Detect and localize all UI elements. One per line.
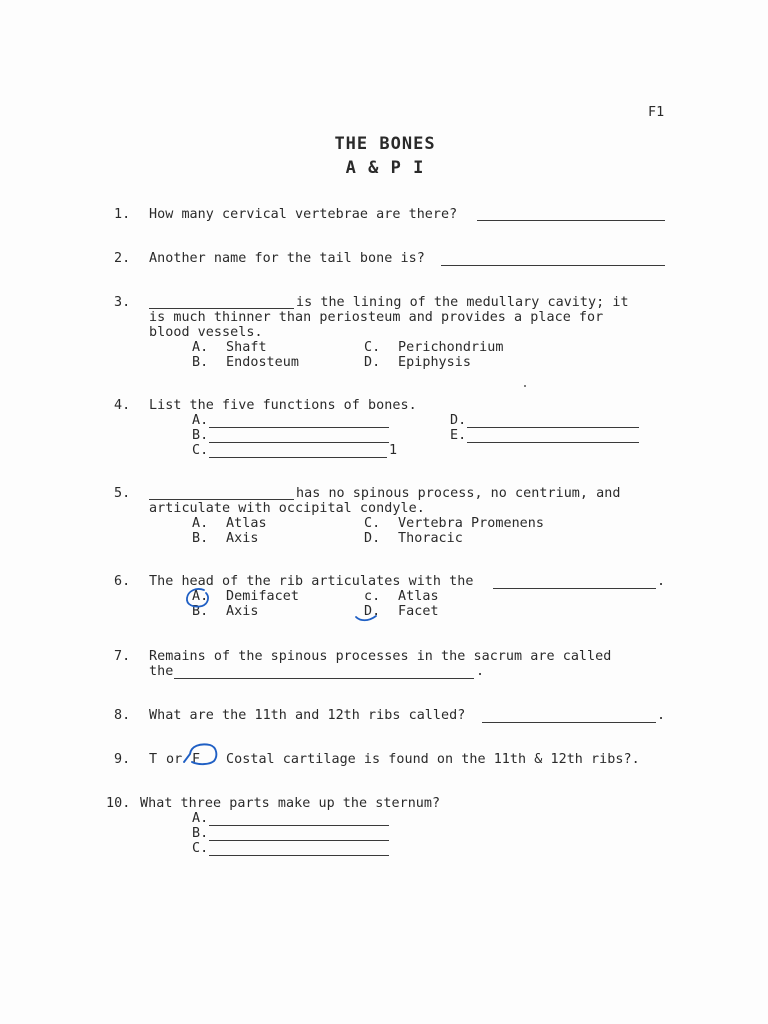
option-letter: D. bbox=[364, 355, 381, 370]
answer-blank[interactable] bbox=[482, 722, 656, 723]
hand-drawn-circle-mark bbox=[178, 740, 220, 770]
option-letter: C. bbox=[364, 340, 381, 355]
blank-letter: A. bbox=[192, 811, 209, 826]
question-text: is much thinner than periosteum and provides a place for bbox=[149, 310, 604, 325]
answer-blank[interactable] bbox=[209, 840, 389, 841]
blank-letter: C. bbox=[192, 841, 209, 856]
blank-letter: C. bbox=[192, 443, 209, 458]
question-text: is the lining of the medullary cavity; it bbox=[296, 295, 629, 310]
stray-dot bbox=[524, 385, 526, 387]
hand-drawn-circle-mark bbox=[184, 586, 214, 610]
answer-blank[interactable] bbox=[174, 678, 474, 679]
question-number: 6. bbox=[114, 574, 131, 589]
option-text: Epiphysis bbox=[398, 355, 472, 370]
question-text: Another name for the tail bone is? bbox=[149, 251, 425, 266]
question-text: Costal cartilage is found on the 11th & 12th ribs?. bbox=[226, 752, 640, 767]
answer-blank[interactable] bbox=[149, 308, 294, 309]
blank-letter: E. bbox=[450, 428, 467, 443]
question-text: The head of the rib articulates with the bbox=[149, 574, 474, 589]
option-text: Thoracic bbox=[398, 531, 463, 546]
or-label: or bbox=[166, 752, 183, 767]
question-number: 4. bbox=[114, 398, 131, 413]
answer-blank[interactable] bbox=[477, 220, 665, 221]
blank-letter: B. bbox=[192, 428, 209, 443]
option-letter: D. bbox=[364, 604, 381, 619]
question-number: 10. bbox=[106, 796, 131, 811]
true-option: T bbox=[149, 752, 158, 767]
answer-blank[interactable] bbox=[209, 457, 387, 458]
question-number: 5. bbox=[114, 486, 131, 501]
option-text: Endosteum bbox=[226, 355, 300, 370]
question-number: 7. bbox=[114, 649, 131, 664]
question-text: Remains of the spinous processes in the sacrum are called bbox=[149, 649, 612, 664]
question-number: 8. bbox=[114, 708, 131, 723]
option-text: Axis bbox=[226, 604, 259, 619]
option-text: Demifacet bbox=[226, 589, 300, 604]
option-letter: C. bbox=[364, 516, 381, 531]
answer-blank[interactable] bbox=[209, 442, 389, 443]
question-text: How many cervical vertebrae are there? bbox=[149, 207, 458, 222]
answer-blank[interactable] bbox=[209, 427, 389, 428]
option-text: Axis bbox=[226, 531, 259, 546]
option-text: Vertebra Promenens bbox=[398, 516, 545, 531]
hand-drawn-underline-mark bbox=[354, 612, 380, 624]
option-letter: A. bbox=[192, 340, 209, 355]
answer-blank[interactable] bbox=[441, 265, 665, 266]
page-label: F1 bbox=[648, 105, 665, 120]
answer-blank[interactable] bbox=[209, 825, 389, 826]
blank-letter: D. bbox=[450, 413, 467, 428]
question-number: 3. bbox=[114, 295, 131, 310]
question-number: 1. bbox=[114, 207, 131, 222]
answer-blank[interactable] bbox=[209, 855, 389, 856]
page-subtitle: A & P I bbox=[345, 158, 425, 178]
question-text: blood vessels. bbox=[149, 325, 263, 340]
stray-mark: 1 bbox=[389, 443, 398, 458]
option-text: Atlas bbox=[398, 589, 439, 604]
option-letter: B. bbox=[192, 531, 209, 546]
option-text: Perichondrium bbox=[398, 340, 504, 355]
option-letter: D. bbox=[364, 531, 381, 546]
option-letter: B. bbox=[192, 355, 209, 370]
option-text: Atlas bbox=[226, 516, 267, 531]
option-text: Shaft bbox=[226, 340, 267, 355]
answer-blank[interactable] bbox=[493, 588, 656, 589]
answer-blank[interactable] bbox=[467, 442, 639, 443]
question-text: the bbox=[149, 664, 174, 679]
question-number: 9. bbox=[114, 752, 131, 767]
option-letter: A. bbox=[192, 589, 209, 604]
question-text: What are the 11th and 12th ribs called? bbox=[149, 708, 466, 723]
option-letter: B. bbox=[192, 604, 209, 619]
question-end-period: . bbox=[657, 708, 666, 723]
question-end-period: . bbox=[476, 664, 485, 679]
question-number: 2. bbox=[114, 251, 131, 266]
question-text: List the five functions of bones. bbox=[149, 398, 417, 413]
option-letter: A. bbox=[192, 516, 209, 531]
question-end-period: . bbox=[657, 574, 666, 589]
page-title: THE BONES bbox=[334, 134, 436, 154]
option-letter: c. bbox=[364, 589, 381, 604]
blank-letter: A. bbox=[192, 413, 209, 428]
answer-blank[interactable] bbox=[149, 499, 294, 500]
question-text: articulate with occipital condyle. bbox=[149, 501, 425, 516]
answer-blank[interactable] bbox=[467, 427, 639, 428]
false-option: F bbox=[192, 752, 201, 767]
blank-letter: B. bbox=[192, 826, 209, 841]
question-text: has no spinous process, no centrium, and bbox=[296, 486, 621, 501]
option-text: Facet bbox=[398, 604, 439, 619]
question-text: What three parts make up the sternum? bbox=[140, 796, 441, 811]
